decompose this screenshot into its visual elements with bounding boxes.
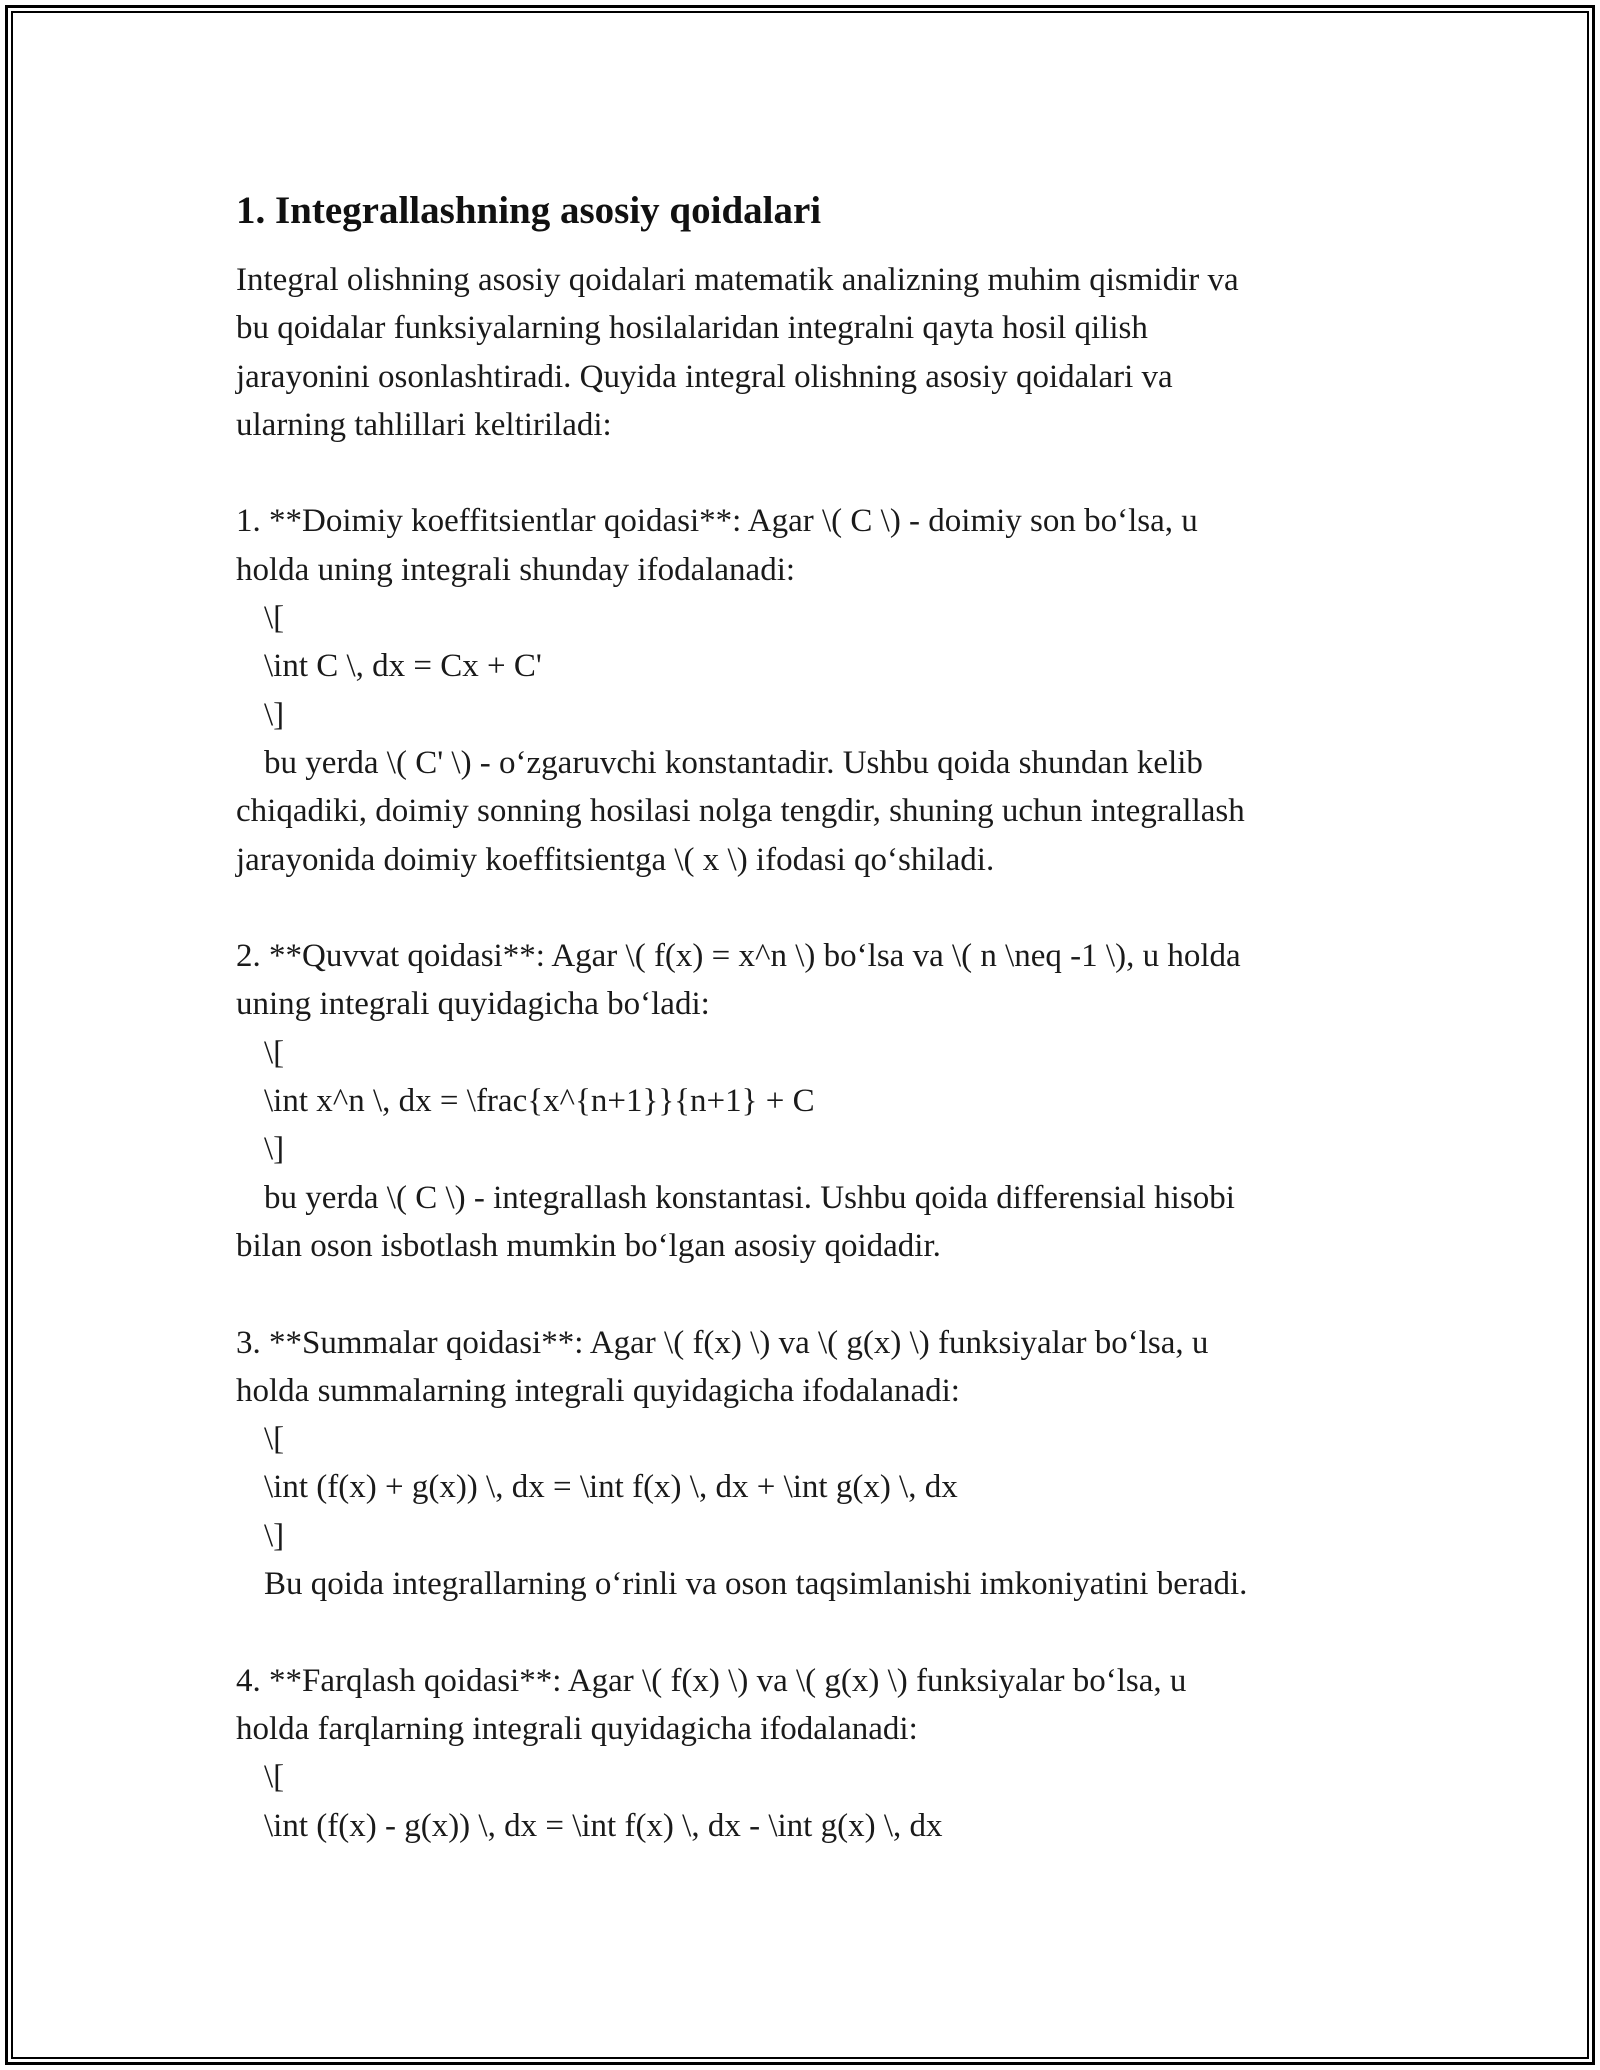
rule-heading-line: holda summalarning integrali quyidagicha ifodalanadi: — [236, 1372, 960, 1409]
intro-line: Integral olishning asosiy qoidalari matematik analizning muhim qismidir va — [236, 262, 1239, 298]
intro-paragraph — [236, 256, 1386, 449]
intro-line: jarayonini osonlashtiradi. Quyida integral olishning asosiy qoidalari va — [236, 358, 1173, 395]
explanation-line: bu yerda \( C' \) - o‘zgaruvchi konstantadir. Ushbu qoida shundan kelib — [264, 744, 1203, 781]
spacer — [236, 884, 1386, 932]
formula-open: \[ — [264, 1759, 285, 1796]
explanation-line: chiqadiki, doimiy sonning hosilasi nolga tengdir, shuning uchun integrallash — [236, 793, 1245, 830]
rule-heading-line: 2. **Quvvat qoidasi**: Agar \( f(x) = x^n \) bo‘lsa va \( n \neq -1 \), u holda — [236, 938, 1241, 975]
document-body — [236, 186, 1386, 1850]
spacer — [236, 449, 1386, 497]
formula: \int (f(x) + g(x)) \, dx = \int f(x) \, dx + \int g(x) \, dx — [264, 1469, 958, 1506]
rule-3 — [236, 1319, 1386, 1609]
formula-open: \[ — [264, 600, 285, 637]
explanation-line: Bu qoida integrallarning o‘rinli va oson taqsimlanishi imkoniyatini beradi. — [264, 1566, 1248, 1603]
spacer — [236, 1608, 1386, 1656]
rule-2 — [236, 932, 1386, 1270]
explanation-line: bu yerda \( C \) - integrallash konstantasi. Ushbu qoida differensial hisobi — [264, 1179, 1235, 1216]
explanation-line: bilan oson isbotlash mumkin bo‘lgan asosiy qoidadir. — [236, 1227, 941, 1264]
rule-heading-line: holda uning integrali shunday ifodalanadi: — [236, 551, 796, 588]
intro-line: bu qoidalar funksiyalarning hosilalaridan integralni qayta hosil qilish — [236, 310, 1148, 347]
spacer — [236, 1270, 1386, 1318]
formula-close: \] — [264, 1131, 285, 1168]
rule-heading-line: 1. **Doimiy koeffitsientlar qoidasi**: Agar \( C \) - doimiy son bo‘lsa, u — [236, 503, 1198, 540]
formula-open: \[ — [264, 1034, 285, 1071]
rule-heading-line: uning integrali quyidagicha bo‘ladi: — [236, 986, 710, 1023]
rule-1 — [236, 497, 1386, 883]
formula-close: \] — [264, 1517, 285, 1554]
formula-close: \] — [264, 696, 285, 733]
rule-heading-line: 4. **Farqlash qoidasi**: Agar \( f(x) \) va \( g(x) \) funksiyalar bo‘lsa, u — [236, 1662, 1187, 1699]
formula: \int C \, dx = Cx + C' — [264, 648, 542, 685]
rule-4 — [236, 1657, 1386, 1850]
intro-line: ularning tahlillari keltiriladi: — [236, 406, 612, 443]
rule-heading-line: 3. **Summalar qoidasi**: Agar \( f(x) \) va \( g(x) \) funksiyalar bo‘lsa, u — [236, 1324, 1209, 1361]
rule-heading-line: holda farqlarning integrali quyidagicha ifodalanadi: — [236, 1710, 918, 1747]
explanation-line: jarayonida doimiy koeffitsientga \( x \) ifodasi qo‘shiladi. — [236, 841, 995, 878]
page-title: 1. Integrallashning asosiy qoidalari — [236, 189, 822, 232]
formula: \int x^n \, dx = \frac{x^{n+1}}{n+1} + C — [264, 1083, 815, 1120]
formula: \int (f(x) - g(x)) \, dx = \int f(x) \, dx - \int g(x) \, dx — [264, 1807, 943, 1844]
formula-open: \[ — [264, 1421, 285, 1458]
